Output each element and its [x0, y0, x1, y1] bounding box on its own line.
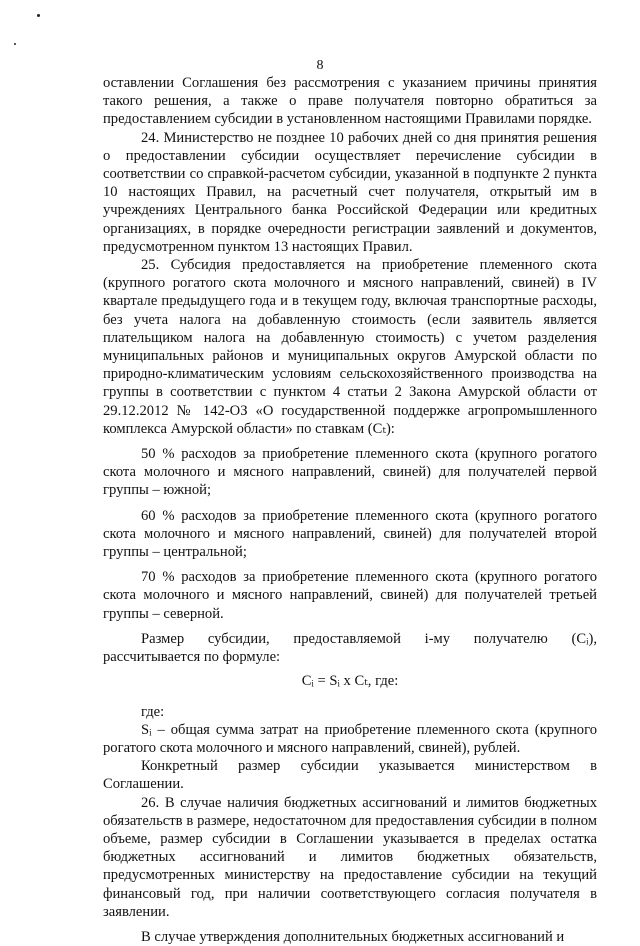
rate-group-1: 50 % расходов за приобретение племенного скота (крупного рогатого скота молочного и мясного направлений, свиней) для получателей первой группы – южной; [103, 446, 597, 499]
rate-group-2: 60 % расходов за приобретение племенного скота (крупного рогатого скота молочного и мясного направлений, свиней) для получателей второй группы – центральной; [103, 507, 597, 561]
scan-speck [37, 14, 40, 17]
paragraph-continued: В случае утверждения дополнительных бюджетных ассигнований и [141, 928, 565, 945]
document-body [103, 74, 597, 946]
formula-intro: Размер субсидии, предоставляемой i-му получателю (Cᵢ), рассчитывается по формуле: [103, 630, 597, 666]
rate-group-3: 70 % расходов за приобретение племенного скота (крупного рогатого скота молочного и мясного направлений, свиней) для получателей третьей группы – северной. [103, 569, 597, 622]
formula: Cᵢ = Sᵢ x Cₜ, где: [301, 673, 399, 690]
paragraph-25: 25. Субсидия предоставляется на приобретение племенного скота (крупного рогатого скота молочного и мясного направлений, свиней) в IV квартале предыдущего года и в текущем году, включая транспортные расходы, без учета налога на добавленную стоимость (если заявитель является плательщиком налога на добавленную стоимость) с учетом разделения муниципальных районов и муниципальных округов Амурской области по природно-климатическим условиям сельскохозяйственного производства на группы в соответствии с пунктом 4 статьи 2 Закона Амурской области от 29.12.2012 № 142-ОЗ «О государственной поддержке агропромышленного комплекса Амурской области» по ставкам (Cₜ): [103, 257, 597, 437]
page-number: 8 [316, 58, 324, 73]
formula-definition: Sᵢ – общая сумма затрат на приобретение племенного скота (крупного рогатого скота молочного и мясного направлений, свиней), рублей. [103, 721, 597, 756]
paragraph-continuation: оставлении Соглашения без рассмотрения с указанием причины принятия такого решения, а также о праве получателя повторно обратиться за предоставлением субсидии в установленном настоящими Правилами порядке. [103, 75, 597, 128]
paragraph-26: 26. В случае наличия бюджетных ассигнований и лимитов бюджетных обязательств в размере, недостаточном для предоставления субсидии в полном объеме, размер субсидии в Соглашении указывается в пределах остатка бюджетных ассигнований и лимитов бюджетных обязательств, предусмотренных министерству на предоставление субсидии на текущий финансовый год, при наличии соответствующего согласия получателя в заявлении. [103, 794, 597, 920]
formula-where: где: [141, 703, 165, 720]
subsidy-amount-note: Конкретный размер субсидии указывается министерством в Соглашении. [103, 758, 597, 793]
paragraph-24: 24. Министерство не позднее 10 рабочих дней со дня принятия решения о предоставлении субсидии осуществляет перечисление субсидии в соответствии со справкой-расчетом субсидии, указанной в подпункте 2 пункта 10 настоящих Правил, на расчетный счет получателя, открытый им в учреждениях Центрального банка Российской Федерации или кредитных организациях, в порядке очередности регистрации заявлений и документов, предусмотренном пунктом 13 настоящих Правил. [103, 129, 597, 255]
scan-speck [14, 43, 16, 45]
